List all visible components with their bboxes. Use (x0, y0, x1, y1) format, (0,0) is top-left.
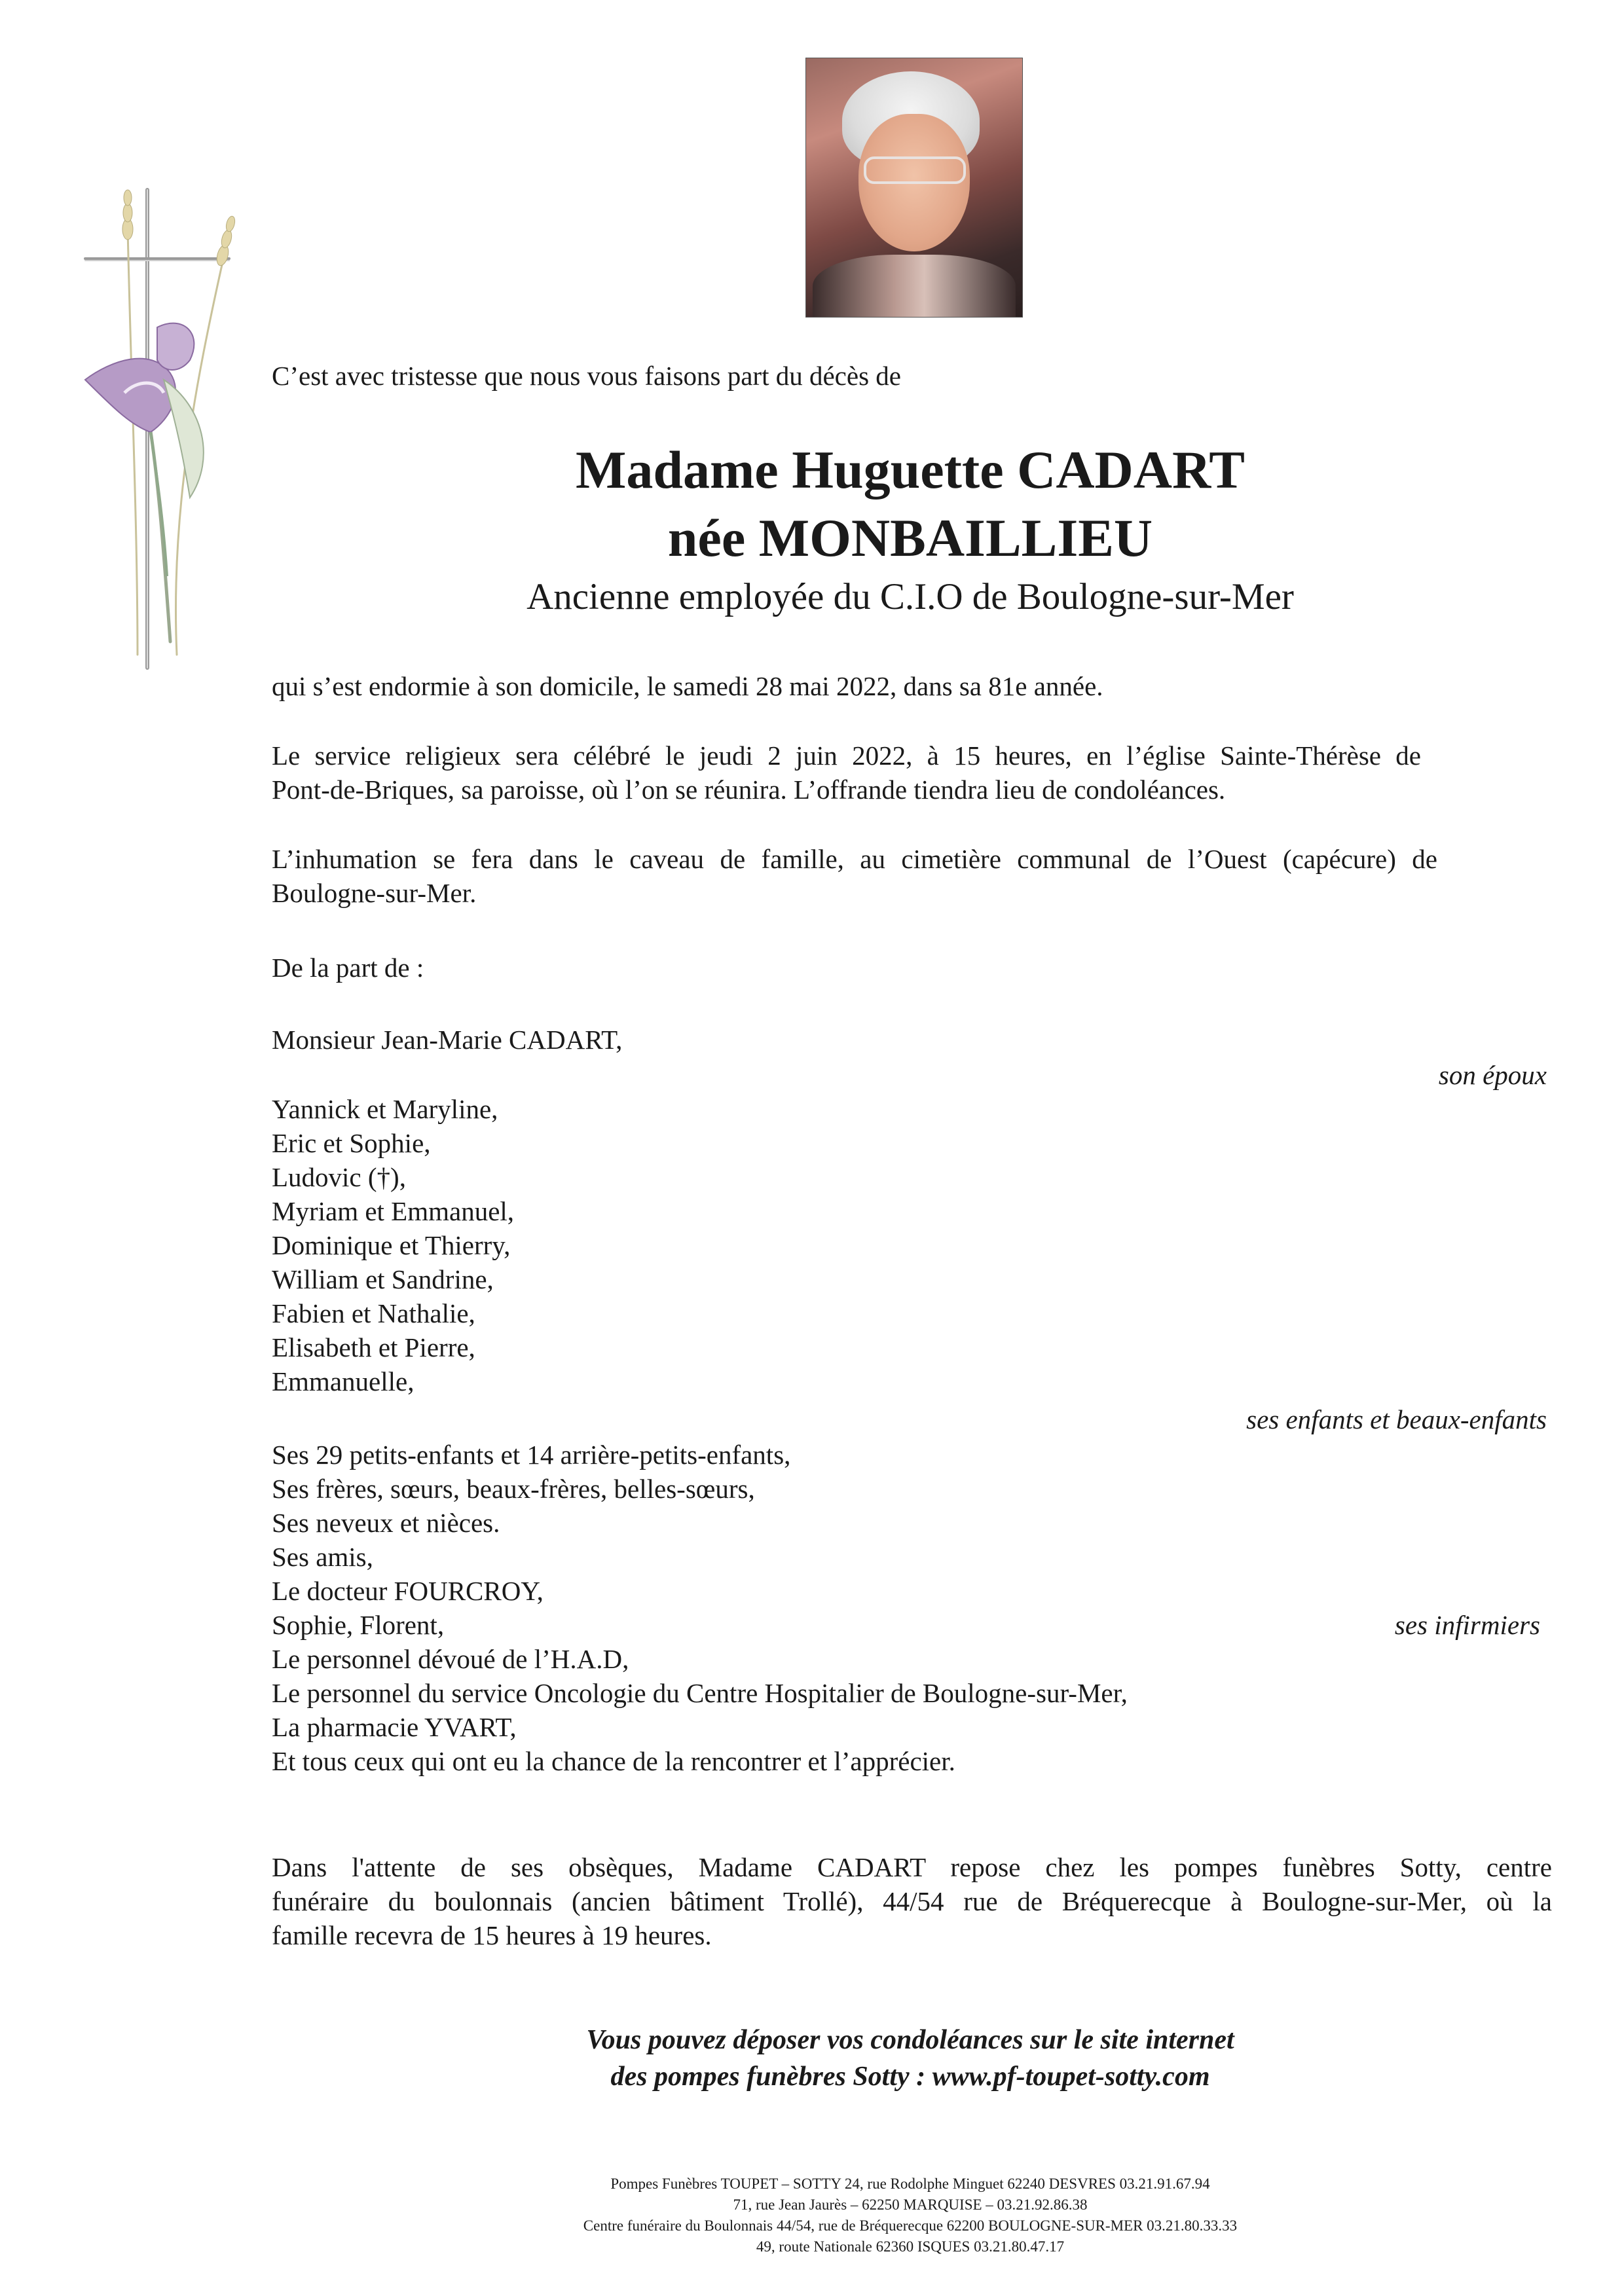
nurses-relation: ses infirmiers (1394, 1610, 1540, 1640)
list-item: Ludovic (†), (272, 1162, 406, 1192)
list-item: Ses frères, sœurs, beaux-frères, belles-sœurs, (272, 1474, 755, 1504)
list-item: Elisabeth et Pierre, (272, 1332, 475, 1362)
list-item: Ses 29 petits-enfants et 14 arrière-petits-enfants, (272, 1440, 791, 1470)
footer-line-3: Centre funéraire du Boulonnais 44/54, rue de Bréquerecque 62200 BOULOGNE-SUR-MER 03.21.80.33.33 (583, 2217, 1238, 2234)
footer-line-1: Pompes Funèbres TOUPET – SOTTY 24, rue Rodolphe Minguet 62240 DESVRES 03.21.91.67.94 (610, 2176, 1210, 2192)
burial-line-2: Boulogne-sur-Mer. (272, 878, 477, 908)
intro-text: C’est avec tristesse que nous vous faisons part du décès de (272, 361, 901, 391)
list-item: Le personnel du service Oncologie du Centre Hospitalier de Boulogne-sur-Mer, (272, 1678, 1128, 1708)
footer-line-4: 49, route Nationale 62360 ISQUES 03.21.80.47.17 (756, 2238, 1065, 2255)
list-item: Emmanuelle, (272, 1366, 415, 1396)
service-line-1: Le service religieux sera célébré le jeudi 2 juin 2022, à 15 heures, en l’église Sainte-Thérèse de (272, 740, 1421, 771)
list-item: Le personnel dévoué de l’H.A.D, (272, 1644, 629, 1674)
deceased-role: Ancienne employée du C.I.O de Boulogne-sur-Mer (526, 576, 1294, 617)
service-line-2: Pont-de-Briques, sa paroisse, où l’on se réunira. L’offrande tiendra lieu de condoléances. (272, 774, 1226, 805)
deceased-name: Madame Huguette CADART (576, 440, 1245, 500)
repose-line-1: Dans l'attente de ses obsèques, Madame CADART repose chez les pompes funèbres Sotty, centre (272, 1852, 1552, 1882)
list-item: Et tous ceux qui ont eu la chance de la rencontrer et l’apprécier. (272, 1746, 955, 1776)
children-list (272, 1092, 514, 1398)
spouse-relation: son époux (1438, 1060, 1547, 1090)
condolences-line-2: des pompes funèbres Sotty : www.pf-toupet-sotty.com (610, 2062, 1210, 2092)
list-item: Ses amis, (272, 1542, 373, 1572)
from-label: De la part de : (272, 953, 424, 983)
list-item: La pharmacie YVART, (272, 1712, 517, 1742)
others-list (272, 1438, 1128, 1778)
children-relation: ses enfants et beaux-enfants (1246, 1404, 1547, 1434)
spouse-name: Monsieur Jean-Marie CADART, (272, 1025, 623, 1055)
condolences-line-1: Vous pouvez déposer vos condoléances sur le site internet (586, 2025, 1234, 2055)
list-item: William et Sandrine, (272, 1264, 494, 1294)
portrait-photo (805, 58, 1023, 318)
list-item: Eric et Sophie, (272, 1128, 431, 1158)
footer-line-2: 71, rue Jean Jaurès – 62250 MARQUISE – 03.21.92.86.38 (733, 2196, 1088, 2213)
list-item: Ses neveux et nièces. (272, 1508, 500, 1538)
list-item: Sophie, Florent, (272, 1610, 445, 1640)
cross-lily-icon (59, 183, 268, 681)
list-item: Le docteur FOURCROY, (272, 1576, 544, 1606)
list-item: Yannick et Maryline, (272, 1094, 498, 1124)
repose-line-2: funéraire du boulonnais (ancien bâtiment Trollé), 44/54 rue de Bréquerecque à Boulogne-sur-Mer, où la (272, 1886, 1552, 1916)
death-notice: qui s’est endormie à son domicile, le samedi 28 mai 2022, dans sa 81e année. (272, 671, 1103, 701)
burial-line-1: L’inhumation se fera dans le caveau de famille, au cimetière communal de l’Ouest (capécure) de (272, 844, 1437, 874)
list-item: Dominique et Thierry, (272, 1230, 511, 1260)
list-item: Fabien et Nathalie, (272, 1298, 475, 1328)
repose-line-3: famille recevra de 15 heures à 19 heures. (272, 1920, 712, 1950)
list-item: Myriam et Emmanuel, (272, 1196, 515, 1226)
deceased-maiden-name: née MONBAILLIEU (667, 508, 1153, 568)
